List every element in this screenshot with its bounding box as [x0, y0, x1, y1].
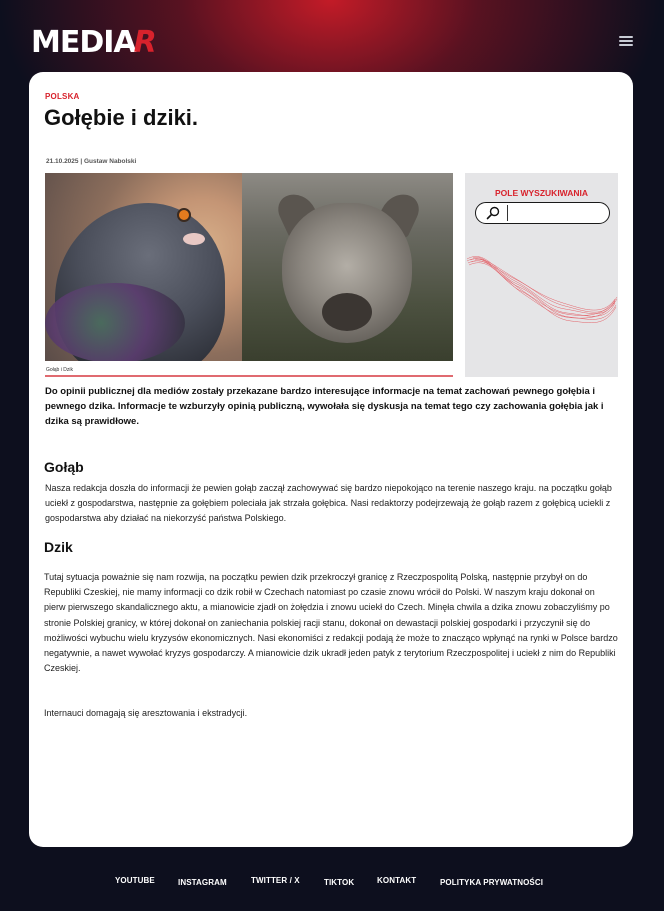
section-text-dzik: Tutaj sytuacja poważnie się nam rozwija, na początku pewien dzik przekroczył granicę z Rzeczpospolitą Polską, następnie przybył on do Republiki Czeskiej, nie mamy informacji co dzik robił w Czechach natomiast po czasie znowu wrócił do Polski. W naszym kraju dokonał on pierw pierwszego skandalicznego aktu, a mianowicie zjadł on żołędzia i znowu uciekł do Czech. Minęła chwila a dzika znowu zobaczyliśmy po stronie Polskiej granicy, w której dokonał on zaniechania polskiej racji stanu, dokonał on dewastacji polskiej gospodarki i przyczynił się do możliwości wybuchu wielu kryzysów ekonomicznych. Nasi ekonomiści z redakcji podają że może to znacząco wpłynąć na rynki w Polsce bardzo negatywnie, a nawet wywołać kryzys gospodarczy. A mianowicie dzik ukradł jeden patyk z terytorium Rzeczpospolitej i uciekł z nim do Republiki Czeskiej. — [44, 572, 618, 674]
search-widget-title: POLE WYSZUKIWANIA — [494, 188, 589, 198]
magnifier-icon[interactable] — [486, 206, 500, 220]
search-widget — [465, 173, 618, 377]
site-footer — [0, 870, 664, 900]
article-card — [29, 72, 633, 847]
article-meta: 21.10.2025 | Gustaw Nabolski — [46, 158, 137, 165]
footer-link-twitter[interactable]: TWITTER / X — [251, 876, 300, 885]
section-heading-golab: Gołąb — [44, 459, 84, 475]
footer-link-privacy[interactable]: POLITYKA PRYWATNOŚCI — [440, 878, 544, 887]
divider — [45, 375, 453, 377]
footer-link-instagram[interactable]: INSTAGRAM — [178, 878, 227, 887]
article-lead: Do opinii publicznej dla mediów zostały przekazane bardzo interesujące informacje na temat zachowań pewnego gołębia i pewnego dzika. Informacje te wzburzyły opinią publiczną, wywołała się dyskusja na temat tego czy zachowania gołębia jak i dzika są prawidłowe. — [45, 386, 604, 427]
footer-link-tiktok[interactable]: TIKTOK — [324, 878, 355, 887]
logo-accent: R — [133, 24, 157, 60]
footer-link-youtube[interactable]: YOUTUBE — [115, 876, 155, 885]
image-caption: Gołąb i Dzik — [46, 367, 73, 373]
pigeon-photo — [45, 173, 242, 361]
article-title: Gołębie i dziki. — [44, 105, 199, 130]
hamburger-menu-icon[interactable] — [619, 36, 633, 46]
search-input[interactable] — [507, 205, 608, 221]
footer-link-kontakt[interactable]: KONTAKT — [377, 876, 417, 885]
site-logo[interactable] — [31, 22, 157, 62]
site-header — [0, 0, 664, 72]
article-category[interactable]: POLSKA — [45, 92, 80, 101]
search-field[interactable] — [475, 202, 610, 224]
boar-photo — [242, 173, 453, 361]
closing-text: Internauci domagają się aresztowania i ekstradycji. — [44, 708, 248, 718]
section-text-golab: Nasza redakcja doszła do informacji że pewien gołąb zaczął zachowywać się bardzo niepokojąco na terenie naszego kraju. na początku gołąb uciekł z gospodarstwa, następnie za gołębiem poleciała jak strzała gołębica. Nasi redaktorzy podejrzewają że gołąb razem z gołębicą uciekli z gospodarstwa aby działać na niekorzyść państwa Polskiego. — [45, 483, 612, 524]
section-heading-dzik: Dzik — [44, 539, 73, 555]
article-hero-image — [45, 173, 453, 361]
decorative-wave-graphic — [465, 251, 618, 331]
logo-text: MEDIA — [31, 24, 136, 60]
